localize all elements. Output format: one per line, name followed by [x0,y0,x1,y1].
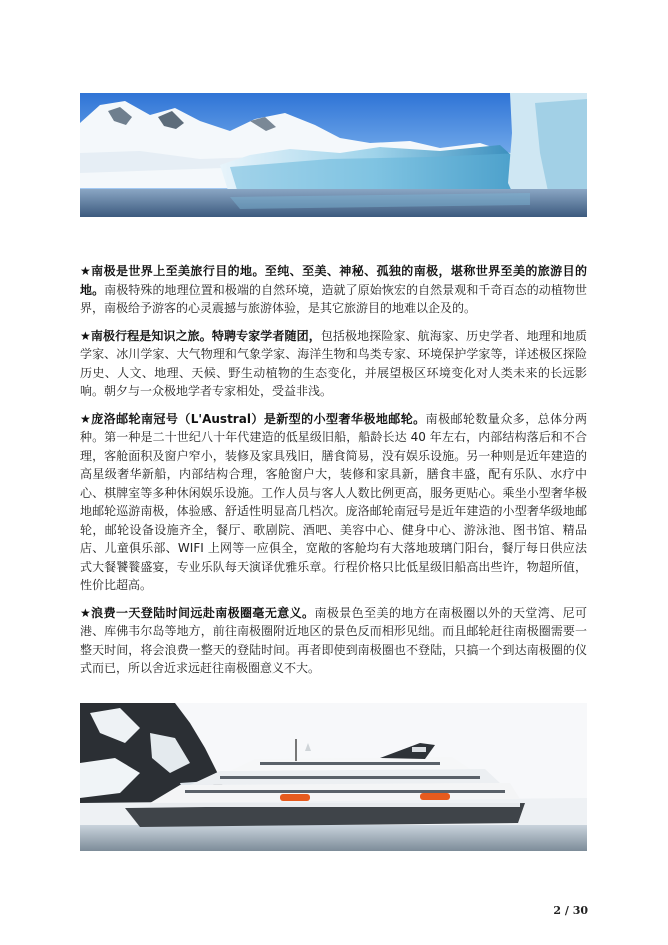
paragraph-laustral-cruise [80,410,587,595]
paragraph-antarctica-destination [80,262,587,318]
paragraph-text: 包括极地探险家、航海家、历史学者、地理和地质学家、冰川学家、大气物理和气象学家、海洋生物和鸟类专家、环境保护学家等，详述极区探险历史、人文、地理、天候、野生动植物的生态变化，并展望极区环境变化对人类未来的长远影响。朝夕与一众极地学者专家相处，受益非浅。 [80,328,587,398]
paragraph-text: 南极特殊的地理位置和极端的自然环境，造就了原始恢宏的自然景观和千奇百态的动植物世界，南极给予游客的心灵震撼与旅游体验，是其它旅游目的地难以企及的。 [80,282,587,315]
paragraph-knowledge-tour [80,327,587,401]
paragraph-antarctic-circle [80,604,587,678]
antarctic-iceberg-photo [80,93,587,217]
cruise-ship-photo [80,703,587,851]
paragraph-lead: ★南极行程是知识之旅。特聘专家学者随团， [80,328,321,343]
paragraph-text: 南极景色至美的地方在南极圈以外的天堂湾、尼可港、库佛韦尔岛等地方，前往南极圈附近地区的景色反而相形见绌。而且邮轮赶往南极圈需要一整天时间，将会浪费一整天的登陆时间。再者即使到南极圈也不登陆，只搞一个到达南极圈的仪式而已，所以舍近求远赶往南极圈意义不大。 [80,605,587,675]
paragraph-lead: ★南极是世界上至美旅行目的地。至纯、至美、神秘、孤独的南极，堪称世界至美的旅游目的地。 [80,264,587,297]
article-body [80,262,587,687]
page-number: 2 / 30 [553,904,588,917]
paragraph-lead: ★庞洛邮轮南冠号（L'Austral）是新型的小型奢华极地邮轮。 [80,411,426,426]
paragraph-lead: ★浪费一天登陆时间远赴南极圈毫无意义。 [80,605,315,620]
paragraph-text: 南极邮轮数量众多，总体分两种。第一种是二十世纪八十年代建造的低星级旧船，船龄长达 40 年左右，内部结构落后和不合理，客舱面积及窗户窄小，装修及家具残旧，膳食简易，没有娱乐设施。另一种则是近年建造的高星级奢华新船，内部结构合理，客舱窗户大，装修和家具新，膳食丰盛，配有乐队、水疗中心、棋牌室等多种休闲娱乐设施。工作人员与客人人数比例更高，服务更贴心。乘坐小型奢华极地邮轮巡游南极，体验感、舒适性明显高几档次。庞洛邮轮南冠号是近年建造的小型奢华级地邮轮，邮轮设备设施齐全，餐厅、歌剧院、酒吧、美容中心、健身中心、游泳池、图书馆、精品店、儿童俱乐部、WIFI 上网等一应俱全，宽敞的客舱均有大落地玻璃门阳台，餐厅每日供应法式大餐饕餮盛宴，专业乐队每天演译优雅乐章。行程价格只比低星级旧船高出些许，物超所值，性价比超高。 [80,411,587,592]
